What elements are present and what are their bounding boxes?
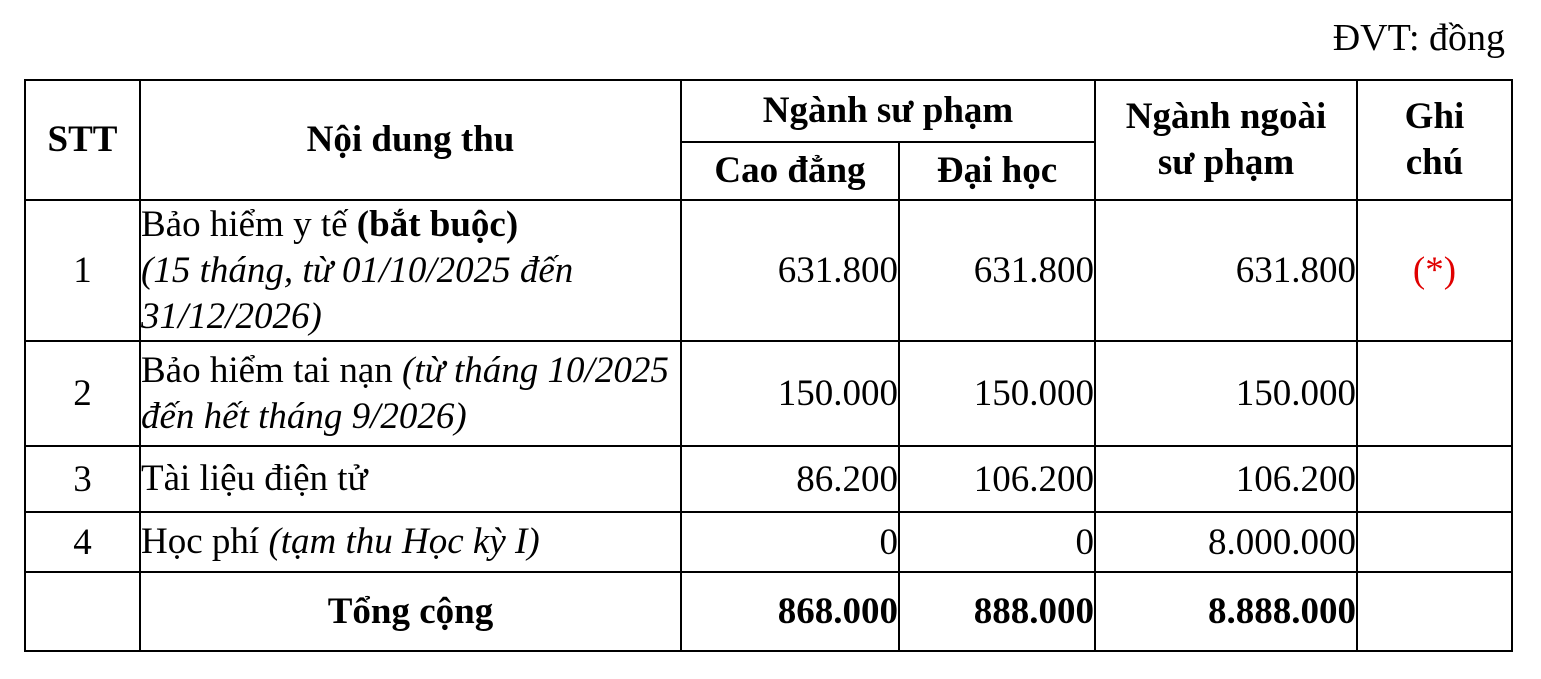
row-university: 106.200 <box>899 446 1095 512</box>
row-content-bold: (bắt buộc) <box>356 203 519 245</box>
header-note-line1: Ghi <box>1404 96 1465 137</box>
row-content <box>140 341 681 446</box>
total-university: 888.000 <box>899 572 1095 651</box>
row-content-italic: (từ tháng 10/2025 đến hết tháng 9/2026) <box>141 349 669 437</box>
header-non-pedagogy <box>1095 80 1357 200</box>
row-stt: 3 <box>25 446 140 512</box>
header-note <box>1357 80 1512 200</box>
row-content-text: Tài liệu điện tử <box>141 458 368 499</box>
row-college: 150.000 <box>681 341 899 446</box>
row-stt: 4 <box>25 512 140 572</box>
row-college: 631.800 <box>681 200 899 341</box>
row-college: 86.200 <box>681 446 899 512</box>
header-pedagogy-group: Ngành sư phạm <box>681 80 1095 142</box>
row-college: 0 <box>681 512 899 572</box>
row-note <box>1357 341 1512 446</box>
header-stt: STT <box>25 80 140 200</box>
total-row <box>25 572 1512 651</box>
row-note: (*) <box>1357 200 1512 341</box>
table-row <box>25 512 1512 572</box>
unit-label: ĐVT: đồng <box>1332 17 1505 59</box>
total-non-pedagogy: 8.888.000 <box>1095 572 1357 651</box>
table-row <box>25 446 1512 512</box>
row-non-pedagogy: 106.200 <box>1095 446 1357 512</box>
row-university: 150.000 <box>899 341 1095 446</box>
header-non-pedagogy-line1: Ngành ngoài <box>1125 96 1327 137</box>
header-college: Cao đẳng <box>681 142 899 200</box>
row-content <box>140 446 681 512</box>
header-row-1 <box>25 80 1512 142</box>
row-content-text: Bảo hiểm y tế <box>141 203 357 245</box>
header-university: Đại học <box>899 142 1095 200</box>
table-row <box>25 200 1512 341</box>
row-non-pedagogy: 150.000 <box>1095 341 1357 446</box>
row-note <box>1357 446 1512 512</box>
row-note <box>1357 512 1512 572</box>
row-content-text: Bảo hiểm tai nạn <box>141 349 402 391</box>
table-row <box>25 341 1512 446</box>
total-note <box>1357 572 1512 651</box>
total-label: Tổng cộng <box>140 572 681 651</box>
row-non-pedagogy: 8.000.000 <box>1095 512 1357 572</box>
fee-table <box>24 79 1513 652</box>
row-content-italic: (tạm thu Học kỳ I) <box>268 521 540 562</box>
header-content: Nội dung thu <box>140 80 681 200</box>
row-content-text: Học phí <box>141 521 269 562</box>
row-university: 631.800 <box>899 200 1095 341</box>
row-content <box>140 200 681 341</box>
header-non-pedagogy-line2: sư phạm <box>1157 142 1295 183</box>
row-stt: 2 <box>25 341 140 446</box>
row-non-pedagogy: 631.800 <box>1095 200 1357 341</box>
row-university: 0 <box>899 512 1095 572</box>
row-content-italic: (15 tháng, từ 01/10/2025 đến 31/12/2026) <box>141 249 574 337</box>
total-college: 868.000 <box>681 572 899 651</box>
total-stt <box>25 572 140 651</box>
row-content <box>140 512 681 572</box>
header-note-line2: chú <box>1405 142 1464 183</box>
row-stt: 1 <box>25 200 140 341</box>
